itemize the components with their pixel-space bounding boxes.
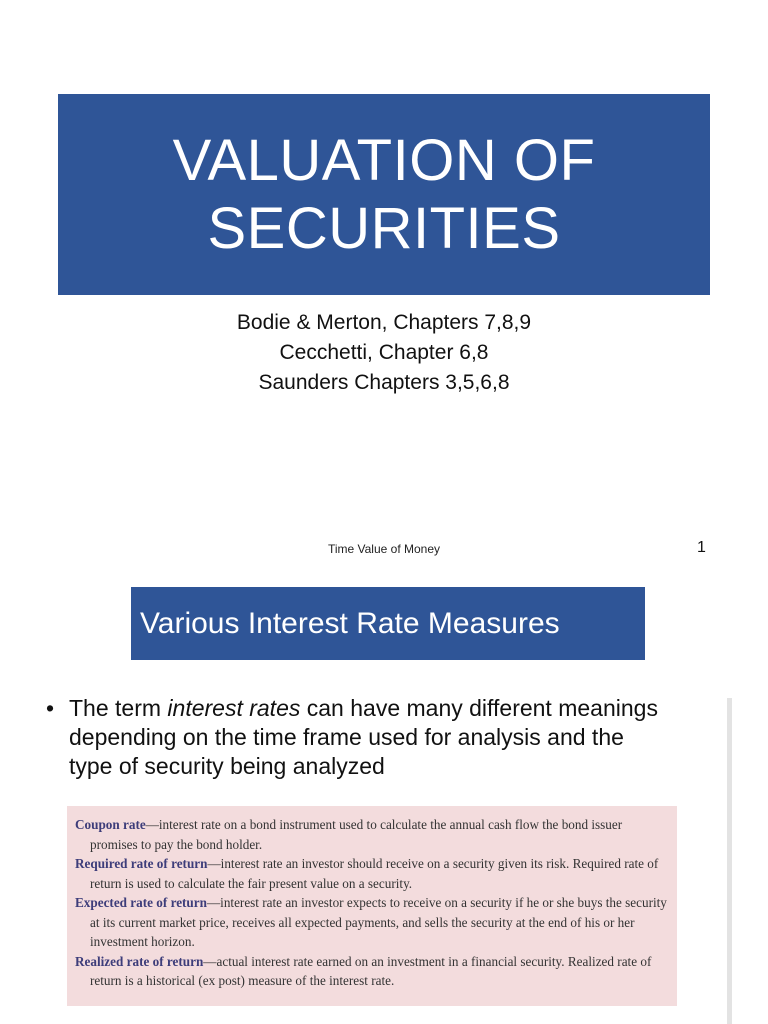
slide-title-line-2: SECURITIES [207,195,561,261]
bullet-text-end: can have many different meanings depending on the time frame used for analysis and the type of security being analyzed [69,695,658,779]
slide-title-box [58,94,710,295]
slide-title-line-1: VALUATION OF [172,127,596,193]
definition-text: —actual interest rate earned on an investment in a financial security. Realized rate of return is a historical (ex post) measure of the interest rate. [90,953,652,988]
reference-line: Cecchetti, Chapter 6,8 [279,341,489,364]
definition-item [75,854,669,893]
definition-term: Realized rate of return [75,953,204,969]
reference-line: Bodie & Merton, Chapters 7,8,9 [236,311,532,334]
definition-term: Expected rate of return [75,895,207,910]
slide-footer: Time Value of Money [327,542,441,556]
definition-text: —interest rate an investor expects to receive on a security if he or she buys the security at its current market price, receives all expected payments, and sells the security at the end of his or her investment horizon. [90,895,667,949]
bullet-text-start: The term [69,695,168,721]
definition-item [75,952,669,991]
bullet-text [69,694,666,781]
definition-text: —interest rate an investor should receive on a security given its risk. Required rate of return is used to calculate the fair present value on a security. [90,856,659,891]
bullet-text-italic: interest rates [167,695,301,721]
definition-term: Required rate of return [75,856,208,871]
definitions-box [67,806,677,1006]
scroll-edge [727,698,732,1024]
slide2-title: Various Interest Rate Measures [131,587,645,660]
page-number: 1 [697,539,706,556]
references [0,308,768,398]
definition-item [75,815,669,854]
definition-term: Coupon rate [75,817,146,832]
reference-line: Saunders Chapters 3,5,6,8 [258,371,510,394]
bullet-point [46,694,666,781]
bullet-dot-icon: • [46,695,55,721]
definition-item [75,893,669,952]
definition-text: —interest rate on a bond instrument used to calculate the annual cash flow the bond issuer promises to pay the bond holder. [90,817,623,852]
